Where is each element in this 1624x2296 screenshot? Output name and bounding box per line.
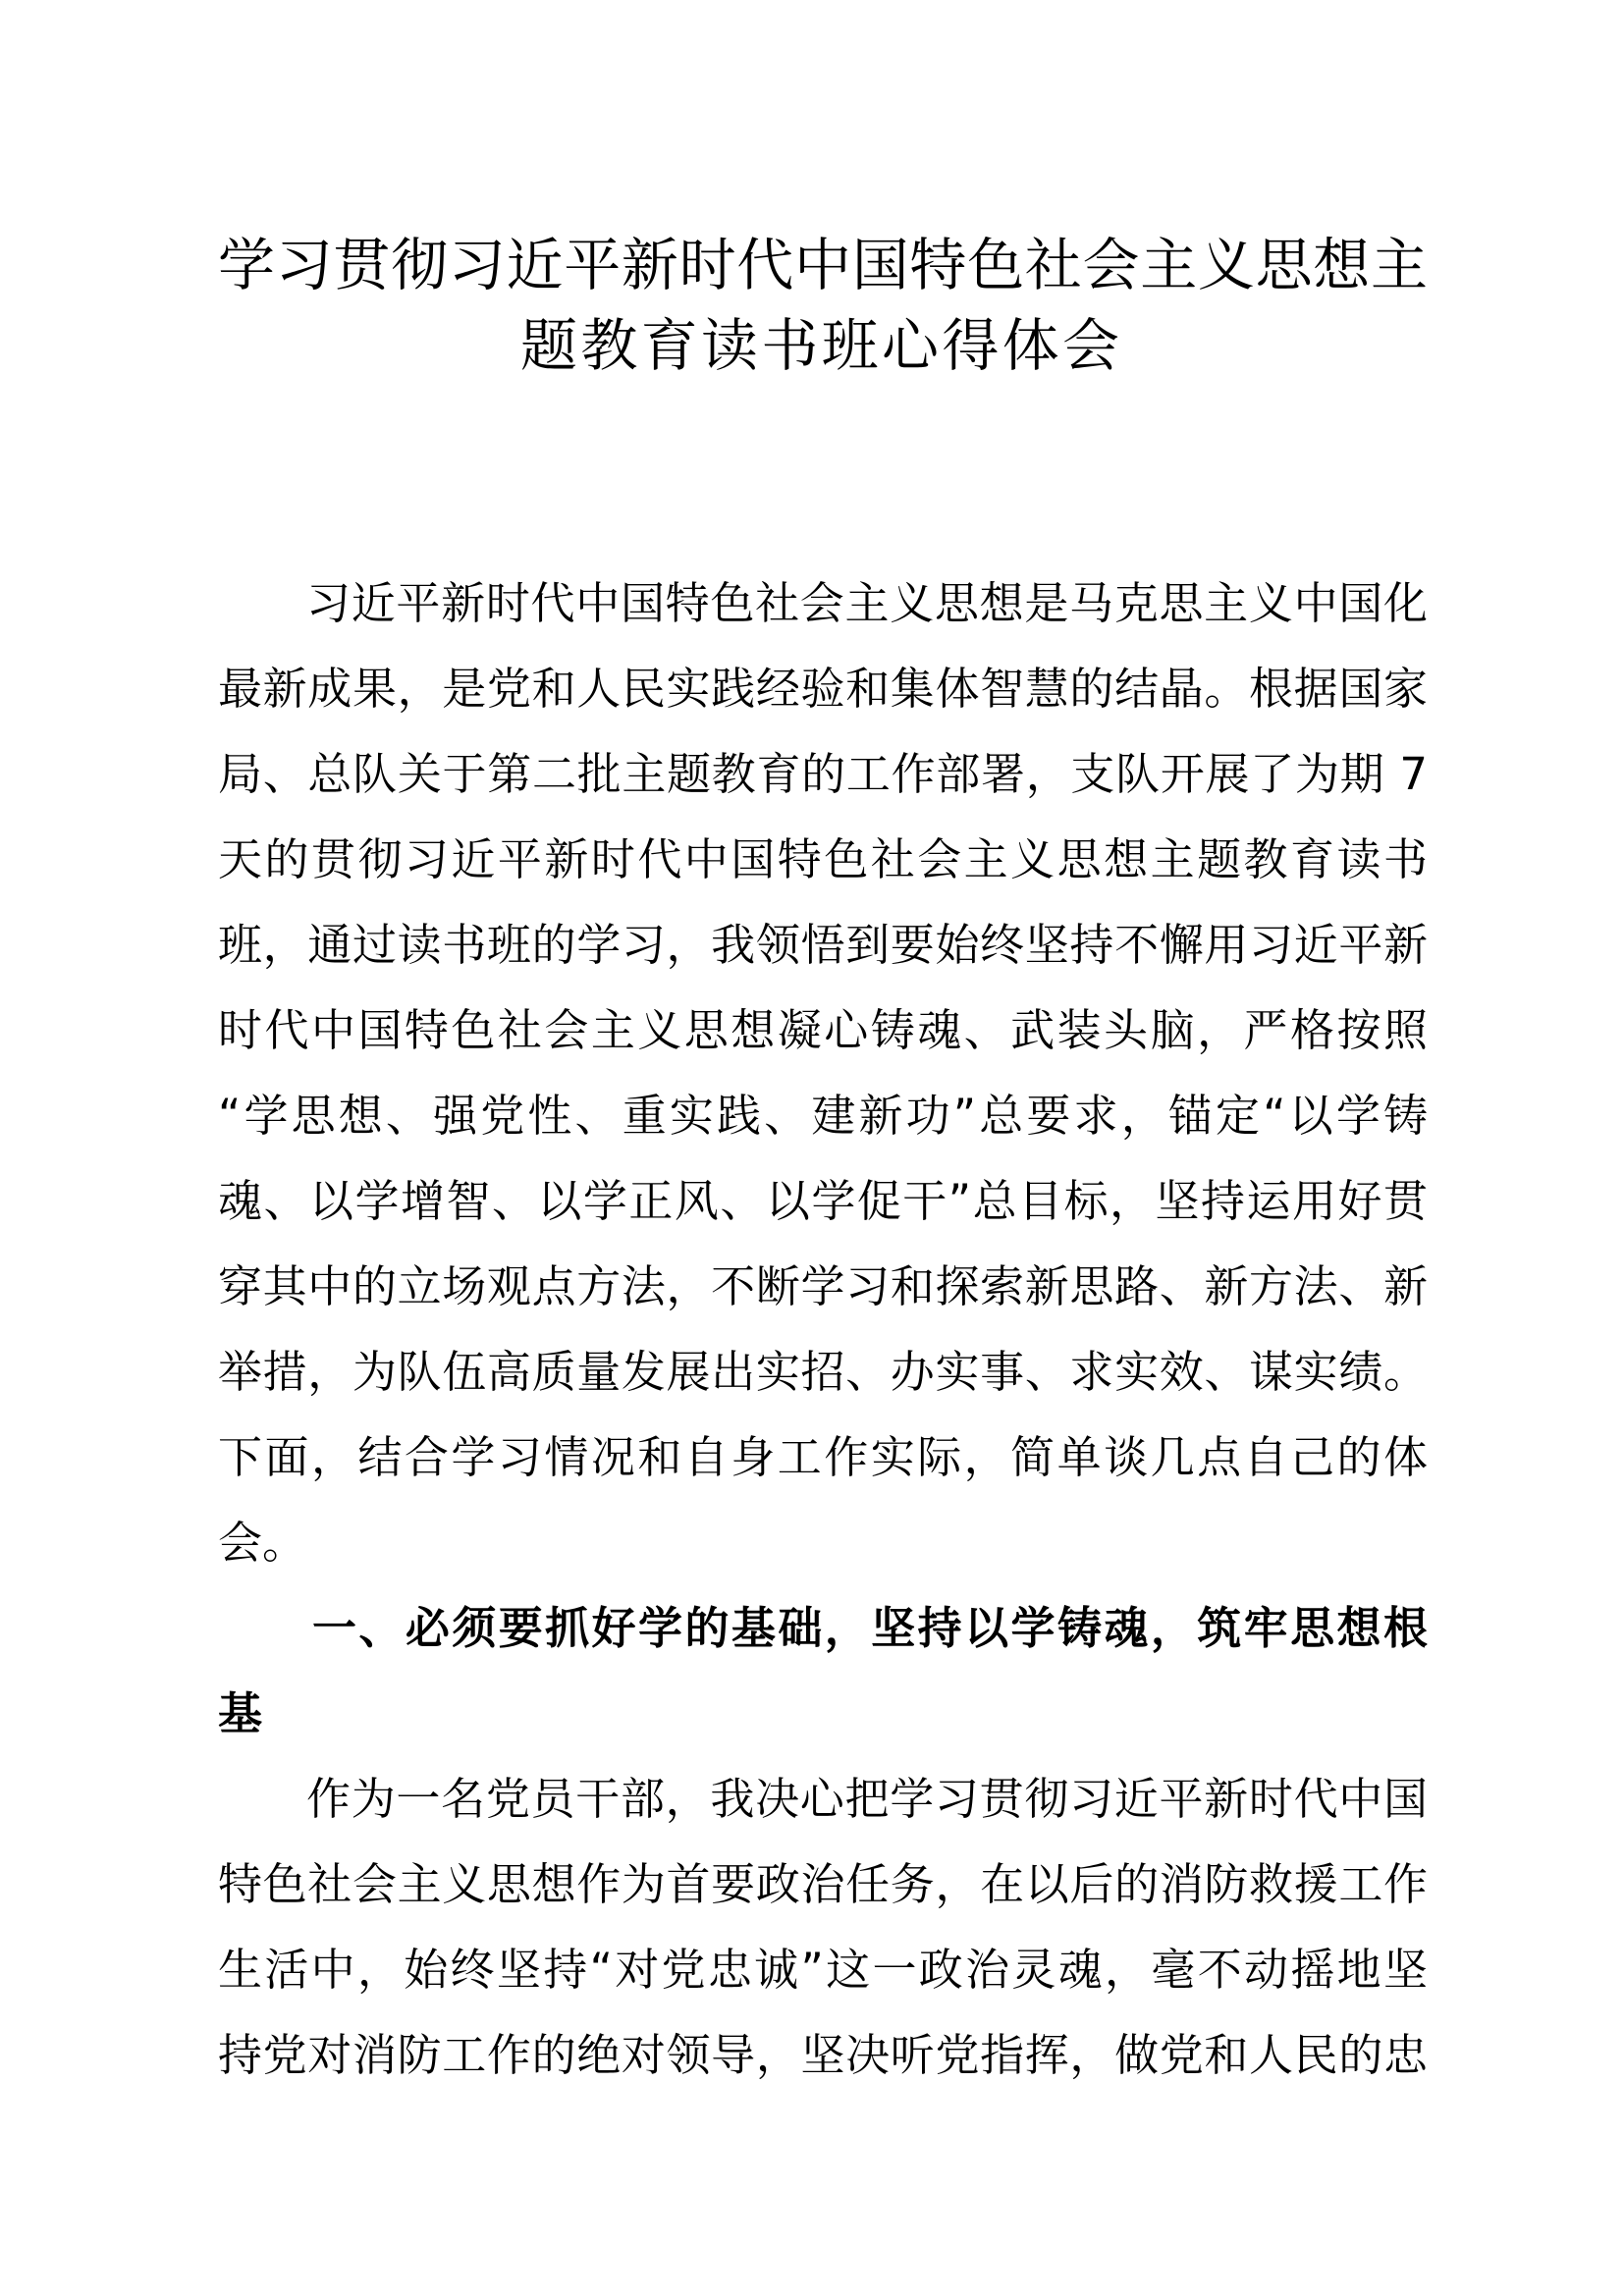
document-title-line-1: 学习贯彻习近平新时代中国特色社会主义思想主 [218, 232, 1428, 298]
paragraph-line: 会。 [218, 1517, 307, 1569]
paragraph-line: 生活中，始终坚持“对党忠诚”这一政治灵魂，毫不动摇地坚 [218, 1944, 1428, 1996]
paragraph-line: 举措，为队伍高质量发展出实招、办实事、求实效、谋实绩。 [218, 1346, 1428, 1398]
paragraph-line: 天的贯彻习近平新时代中国特色社会主义思想主题教育读书 [218, 833, 1428, 885]
paragraph-line: 班，通过读书班的学习，我领悟到要始终坚持不懈用习近平新 [218, 919, 1428, 971]
section-heading-line: 一、必须要抓好学的基础，坚持以学铸魂，筑牢思想根 [312, 1602, 1428, 1654]
paragraph-line: 局、总队关于第二批主题教育的工作部署，支队开展了为期 7 [218, 748, 1428, 800]
paragraph-line: 持党对消防工作的绝对领导，坚决听党指挥，做党和人民的忠 [218, 2029, 1428, 2081]
document-title-line-2: 题教育读书班心得体会 [520, 312, 1119, 379]
paragraph-line: 下面，结合学习情况和自身工作实际，简单谈几点自己的体 [218, 1431, 1428, 1483]
paragraph-line: “学思想、强党性、重实践、建新功”总要求，锚定“以学铸 [218, 1090, 1428, 1142]
paragraph-line: 特色社会主义思想作为首要政治任务，在以后的消防救援工作 [218, 1858, 1428, 1910]
paragraph-line: 魂、以学增智、以学正风、以学促干”总目标，坚持运用好贯 [218, 1175, 1428, 1227]
paragraph-line: 穿其中的立场观点方法，不断学习和探索新思路、新方法、新 [218, 1260, 1428, 1312]
section-heading-line: 基 [218, 1687, 263, 1739]
paragraph-line: 作为一名党员干部，我决心把学习贯彻习近平新时代中国 [306, 1773, 1428, 1825]
paragraph-line: 最新成果，是党和人民实践经验和集体智慧的结晶。根据国家 [218, 663, 1428, 715]
paragraph-line: 习近平新时代中国特色社会主义思想是马克思主义中国化 [306, 577, 1428, 629]
paragraph-line: 时代中国特色社会主义思想凝心铸魂、武装头脑，严格按照 [218, 1004, 1428, 1056]
